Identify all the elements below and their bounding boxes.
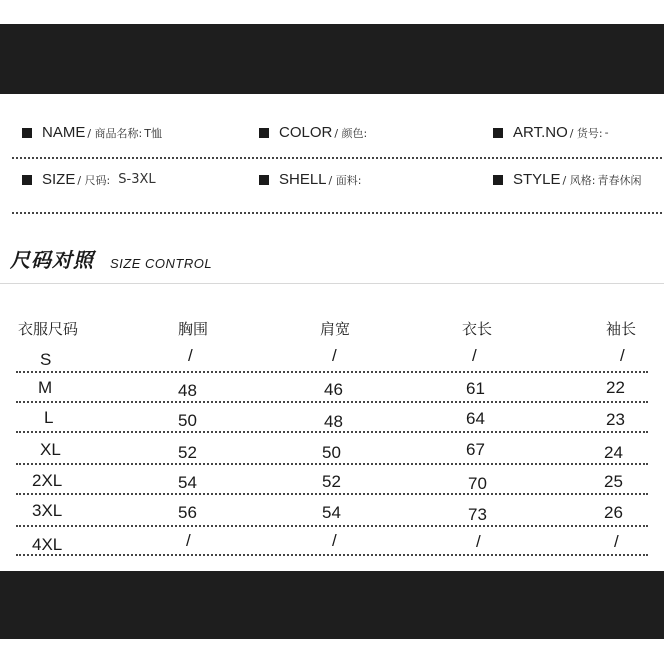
bullet-square-icon	[493, 175, 503, 185]
section-title-en: SIZE CONTROL	[110, 256, 213, 271]
dotted-divider	[12, 212, 662, 214]
info-name-sub: / 商品名称:	[87, 126, 143, 140]
info-name-label: NAME	[42, 124, 86, 141]
row-sleeve: /	[614, 532, 619, 551]
row-sleeve: 24	[604, 443, 623, 462]
bottom-dark-band	[0, 571, 664, 639]
row-shoulder: 50	[322, 443, 341, 462]
info-size-value: S-3XL	[118, 172, 156, 187]
row-length: /	[476, 532, 481, 551]
row-sleeve: 22	[606, 378, 625, 397]
row-size: 2XL	[32, 471, 63, 490]
row-size: XL	[40, 440, 61, 459]
bullet-square-icon	[493, 128, 503, 138]
row-shoulder: 46	[324, 380, 343, 399]
info-color-label: COLOR	[279, 124, 333, 141]
info-style-label: STYLE	[513, 171, 561, 188]
info-shell-sub: / 面料:	[328, 173, 362, 187]
row-size: M	[38, 378, 53, 397]
row-divider	[16, 431, 648, 433]
bullet-square-icon	[22, 128, 32, 138]
row-divider	[16, 493, 648, 495]
bullet-square-icon	[22, 175, 32, 185]
row-chest: 52	[178, 443, 197, 462]
row-size: 4XL	[32, 535, 63, 554]
info-color-sub: / 颜色:	[334, 126, 368, 140]
row-divider	[16, 463, 648, 465]
info-shell	[259, 171, 363, 188]
row-divider	[16, 525, 648, 527]
info-size-label: SIZE	[42, 171, 76, 188]
header-size: 衣服尺码	[18, 320, 79, 338]
row-sleeve: 26	[604, 503, 623, 522]
row-size: 3XL	[32, 501, 63, 520]
row-shoulder: 54	[322, 503, 341, 522]
header-sleeve: 袖长	[606, 320, 637, 338]
row-shoulder: 48	[324, 412, 343, 431]
row-length: 64	[466, 409, 485, 428]
info-size-sub: / 尺码:	[77, 173, 111, 187]
info-color	[259, 124, 369, 141]
row-chest: 50	[178, 411, 197, 430]
row-length: 70	[468, 474, 487, 493]
row-chest: /	[186, 531, 191, 550]
info-name	[22, 124, 162, 141]
info-artno-sub: / 货号:	[569, 126, 603, 140]
row-length: /	[472, 346, 477, 365]
row-shoulder: /	[332, 531, 337, 550]
row-sleeve: 23	[606, 410, 625, 429]
row-size: S	[40, 350, 52, 369]
row-divider	[16, 371, 648, 373]
row-chest: 48	[178, 381, 197, 400]
row-length: 67	[466, 440, 485, 459]
row-length: 61	[466, 379, 485, 398]
info-size	[22, 171, 156, 188]
row-chest: 54	[178, 473, 197, 492]
info-row-2	[0, 171, 664, 195]
info-artno-value: -	[604, 126, 609, 139]
row-size: L	[44, 408, 54, 427]
section-title-cn: 尺码对照	[10, 248, 94, 272]
row-chest: 56	[178, 503, 197, 522]
header-length: 衣长	[462, 320, 493, 338]
row-shoulder: /	[332, 346, 337, 365]
top-dark-band	[0, 24, 664, 94]
info-name-value: T恤	[144, 126, 162, 140]
info-artno	[493, 124, 609, 141]
info-artno-label: ART.NO	[513, 124, 568, 141]
header-shoulder: 肩宽	[320, 320, 351, 338]
row-sleeve: /	[620, 346, 625, 365]
info-row-1	[0, 124, 664, 148]
info-shell-label: SHELL	[279, 171, 327, 188]
header-chest: 胸围	[178, 320, 209, 338]
row-chest: /	[188, 346, 193, 365]
row-sleeve: 25	[604, 472, 623, 491]
info-style	[493, 171, 641, 188]
bullet-square-icon	[259, 128, 269, 138]
info-style-sub: / 风格:	[562, 173, 596, 187]
bullet-square-icon	[259, 175, 269, 185]
dotted-divider	[12, 157, 662, 159]
row-divider	[16, 554, 648, 556]
row-shoulder: 52	[322, 472, 341, 491]
row-length: 73	[468, 505, 487, 524]
row-divider	[16, 401, 648, 403]
info-style-value: 青春休闲	[597, 173, 642, 187]
section-separator	[0, 283, 664, 284]
